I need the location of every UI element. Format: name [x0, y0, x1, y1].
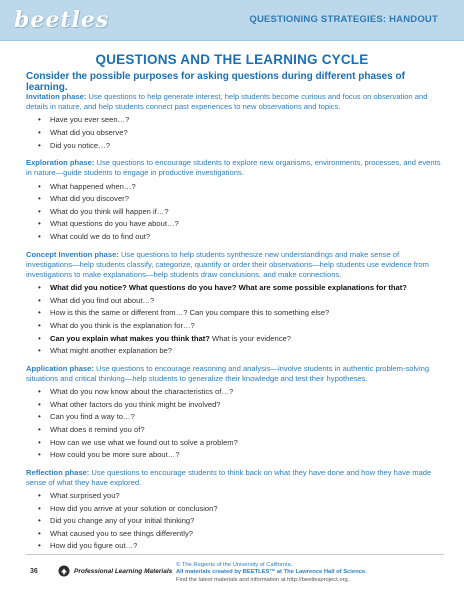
- question-list: [26, 181, 444, 244]
- question-item: [38, 424, 444, 437]
- question-text: Did you change any of your initial thinking?: [50, 516, 195, 526]
- question-text: What questions do you have about…?: [50, 219, 179, 229]
- question-text: What did you notice? What questions do you have? What are some possible explanations for that?: [50, 283, 407, 293]
- phase-section: [26, 158, 444, 243]
- phase-section: [26, 250, 444, 358]
- question-list: [26, 114, 444, 152]
- handout-label: QUESTIONING STRATEGIES: HANDOUT: [249, 14, 438, 25]
- intro-text: Consider the possible purposes for asking questions during different phases of learning.: [26, 71, 405, 93]
- phase-name: Exploration phase:: [26, 158, 95, 168]
- footer: [0, 554, 464, 600]
- bullet-icon: •: [38, 219, 41, 229]
- question-item: [38, 399, 444, 412]
- question-text: What happened when…?: [50, 181, 136, 191]
- question-item: [38, 181, 444, 194]
- header-band: [0, 0, 464, 41]
- phase-description: [26, 92, 444, 112]
- question-list: [26, 490, 444, 553]
- question-text: How can we use what we found out to solve a problem?: [50, 437, 238, 447]
- question-text: Can you explain what makes you think that?: [50, 333, 210, 343]
- question-item: [38, 282, 444, 295]
- question-text: What other factors do you think might be involved?: [50, 399, 221, 409]
- credit-copyright: © The Regents of the University of California.: [176, 562, 293, 568]
- phase-description-text: Use questions to encourage students to explore new organisms, environments, processes, and events in nature—guide students to engage in productive investigations.: [26, 158, 441, 178]
- phase-name: Reflection phase:: [26, 467, 90, 477]
- bullet-icon: •: [38, 231, 41, 241]
- bullet-icon: •: [38, 128, 41, 137]
- question-text: What could we do to find out?: [50, 231, 151, 241]
- question-text: What do you think is the explanation for…?: [50, 320, 195, 330]
- beetles-logo: beetles: [14, 7, 110, 33]
- phase-description-text: Use questions to encourage students to think back on what they have done and how they have made sense of what they have explored.: [26, 467, 432, 487]
- page-title: QUESTIONS AND THE LEARNING CYCLE: [95, 52, 369, 67]
- question-text: Can you find a way to…?: [50, 412, 135, 422]
- question-item: [38, 140, 444, 153]
- footer-divider: [26, 554, 444, 555]
- question-item: [38, 295, 444, 308]
- question-item: [38, 345, 444, 358]
- question-text: What did you find out about…?: [50, 295, 155, 305]
- professional-learning-icon: [58, 565, 70, 577]
- question-text: What surprised you?: [50, 491, 120, 501]
- bullet-icon: •: [38, 450, 41, 460]
- phase-section: [26, 468, 444, 553]
- question-text: How could you be more sure about…?: [50, 450, 180, 460]
- page-number: 36: [30, 568, 38, 575]
- bullet-icon: •: [38, 308, 41, 318]
- bullet-icon: •: [38, 437, 41, 447]
- question-item: [38, 193, 444, 206]
- phase-name: Application phase:: [26, 363, 94, 373]
- question-text: What do you now know about the characteristics of…?: [50, 387, 234, 397]
- question-text: Have you ever seen…?: [50, 115, 130, 125]
- bullet-icon: •: [38, 399, 41, 409]
- question-item: [38, 320, 444, 333]
- bullet-icon: •: [38, 181, 41, 191]
- question-item: [38, 528, 444, 541]
- question-text-continued: What is your evidence?: [209, 333, 291, 343]
- bullet-icon: •: [38, 333, 41, 343]
- question-text: What does it remind you of?: [50, 424, 145, 434]
- question-item: [38, 437, 444, 450]
- question-item: [38, 449, 444, 462]
- phase-description: [26, 250, 444, 281]
- question-text: What caused you to see things differently?: [50, 528, 193, 538]
- bullet-icon: •: [38, 194, 41, 204]
- question-item: [38, 114, 444, 127]
- question-list: [26, 386, 444, 462]
- question-item: [38, 127, 444, 140]
- bullet-icon: •: [38, 528, 41, 538]
- question-text: What do you think will happen if…?: [50, 206, 169, 216]
- bullet-icon: •: [38, 412, 41, 422]
- question-item: [38, 411, 444, 424]
- professional-learning-label: Professional Learning Materials: [74, 568, 173, 575]
- question-item: [38, 515, 444, 528]
- question-item: [38, 206, 444, 219]
- bullet-icon: •: [38, 503, 41, 513]
- question-item: [38, 540, 444, 553]
- bullet-icon: •: [38, 541, 41, 551]
- question-text: How did you arrive at your solution or conclusion?: [50, 503, 218, 513]
- bullet-icon: •: [38, 206, 41, 216]
- bullet-icon: •: [38, 295, 41, 305]
- question-text: What did you observe?: [50, 128, 128, 137]
- phases-container: [26, 92, 444, 559]
- credits: [176, 562, 367, 584]
- phase-description: [26, 158, 444, 178]
- credit-website: Find the latest materials and information at http://beetlesproject.org.: [176, 576, 350, 583]
- phase-name: Invitation phase:: [26, 92, 87, 101]
- bullet-icon: •: [38, 516, 41, 526]
- question-item: [38, 333, 444, 346]
- question-item: [38, 503, 444, 516]
- bullet-icon: •: [38, 346, 41, 356]
- question-text: Did you notice…?: [50, 140, 110, 150]
- phase-description-text: Use questions to help students synthesize new understandings and make sense of investigations—help students classify, categorize, quantify or order their observations—help students use evidence from investigations to make explanations—help students draw conclusions, and make connections.: [26, 249, 429, 279]
- credit-created-by: All materials created by BEETLES™ at The Lawrence Hall of Science.: [176, 569, 367, 576]
- bullet-icon: •: [38, 387, 41, 397]
- phase-name: Concept Invention phase:: [26, 249, 119, 259]
- question-text: What did you discover?: [50, 194, 129, 204]
- bullet-icon: •: [38, 491, 41, 501]
- question-list: [26, 282, 444, 358]
- phase-description-text: Use questions to encourage reasoning and analysis—involve students in authentic problem-solving situations and critical thinking—help students to generalize their knowledge and test their hypotheses.: [26, 363, 430, 383]
- phase-section: [26, 364, 444, 462]
- question-text: How is this the same or different from…? Can you compare this to something else?: [50, 308, 330, 318]
- bullet-icon: •: [38, 424, 41, 434]
- phase-description: [26, 364, 444, 384]
- phase-section: [26, 92, 444, 152]
- phase-description: [26, 468, 444, 488]
- question-item: [38, 307, 444, 320]
- question-item: [38, 218, 444, 231]
- bullet-icon: •: [38, 140, 41, 150]
- question-item: [38, 490, 444, 503]
- question-item: [38, 231, 444, 244]
- question-item: [38, 386, 444, 399]
- bullet-icon: •: [38, 115, 41, 125]
- bullet-icon: •: [38, 283, 41, 293]
- bullet-icon: •: [38, 320, 41, 330]
- question-text: What might another explanation be?: [50, 346, 173, 356]
- phase-description-text: Use questions to help generate interest, help students become curious and focus on observation and details in nature, and help students connect past experiences to new observations and topics.: [26, 92, 428, 112]
- question-text: How did you figure out…?: [50, 541, 138, 551]
